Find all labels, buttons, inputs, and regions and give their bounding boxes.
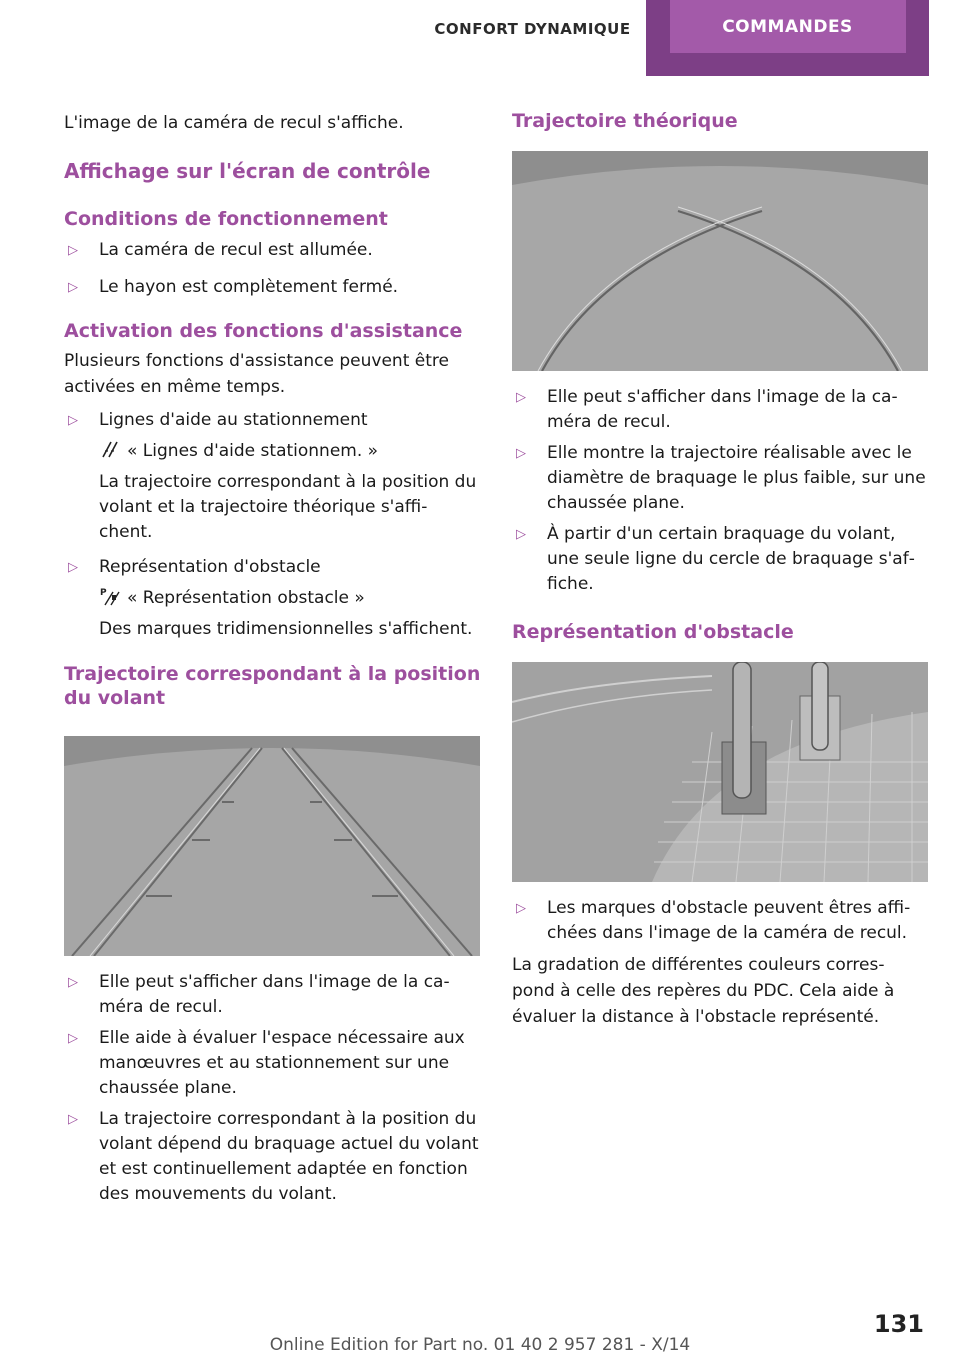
triangle-bullet-icon: ▷ <box>68 243 78 258</box>
list-item <box>64 275 484 300</box>
heading-theoretical: Trajectoire théorique <box>512 110 738 132</box>
svg-text:P: P <box>100 588 107 598</box>
footer-edition: Online Edition for Part no. 01 40 2 957 281 - X/14 <box>269 1335 691 1355</box>
function-description: La trajectoire correspondant à la position du volant et la trajectoire théorique s'affi‐ chent. <box>99 472 477 542</box>
heading-conditions: Conditions de fonctionnement <box>64 208 388 230</box>
list-item <box>512 522 932 597</box>
list-item-text: La caméra de recul est allumée. <box>99 240 373 260</box>
triangle-bullet-icon: ▷ <box>516 390 526 405</box>
activation-text: Plusieurs fonctions d'assistance peuvent être activées en même temps. <box>64 351 449 397</box>
parking-lines-icon <box>99 439 121 459</box>
figure-trajectory-steering <box>64 736 480 956</box>
triangle-bullet-icon: ▷ <box>68 560 78 575</box>
heading-obstacle: Représentation d'obstacle <box>512 621 794 643</box>
intro-text: L'image de la caméra de recul s'affiche. <box>64 113 404 133</box>
obstacle-text: La gradation de différentes couleurs corres‐ pond à celle des repères du PDC. Cela aide à évaluer la distance à l'obstacle représenté. <box>512 955 895 1027</box>
conditions-list <box>64 238 484 300</box>
triangle-bullet-icon: ▷ <box>68 1031 78 1046</box>
left-column <box>64 100 484 1213</box>
menu-entry-label: « Représentation obstacle » <box>127 588 365 608</box>
figure-obstacle-representation <box>512 662 928 882</box>
list-item-text: La trajectoire correspondant à la position du volant dépend du braquage actuel du volant et est continuellement adaptée en fonction des mouvements du volant. <box>99 1109 479 1204</box>
list-item <box>64 970 484 1020</box>
triangle-bullet-icon: ▷ <box>516 901 526 916</box>
function-title: Lignes d'aide au stationnement <box>99 410 368 430</box>
function-title: Représentation d'obstacle <box>99 557 321 577</box>
header-chapter-inner <box>670 0 906 53</box>
list-item-text: Elle aide à évaluer l'espace nécessaire aux manœuvres et au stationnement sur une chaussée plane. <box>99 1028 465 1098</box>
triangle-bullet-icon: ▷ <box>68 975 78 990</box>
obstacle-bullets <box>512 896 932 946</box>
trajectory-bullets <box>64 970 484 1207</box>
list-item-text: Les marques d'obstacle peuvent êtres affi‐ chées dans l'image de la caméra de recul. <box>547 898 911 943</box>
page-number: 131 <box>873 1310 924 1338</box>
list-item-text: Elle peut s'afficher dans l'image de la ca‐ méra de recul. <box>99 972 450 1017</box>
list-item <box>512 441 932 516</box>
triangle-bullet-icon: ▷ <box>68 280 78 295</box>
list-item <box>64 408 484 545</box>
right-column <box>512 108 932 1030</box>
function-description: Des marques tridimensionnelles s'affichent. <box>99 619 473 639</box>
list-item-text: À partir d'un certain braquage du volant, une seule ligne du cercle de braquage s'af‐ fiche. <box>547 524 915 594</box>
menu-entry <box>99 439 484 464</box>
list-item-text: Elle montre la trajectoire réalisable avec le diamètre de braquage le plus faible, sur une chaussée plane. <box>547 443 926 513</box>
header-chapter-tab <box>646 0 929 76</box>
list-item <box>512 896 932 946</box>
header-chapter-label: COMMANDES <box>722 16 853 37</box>
obstacle-marking-icon <box>99 586 121 606</box>
list-item-text: Elle peut s'afficher dans l'image de la ca‐ méra de recul. <box>547 387 898 432</box>
heading-trajectory: Trajectoire correspondant à la position du volant <box>64 663 481 709</box>
functions-list <box>64 408 484 642</box>
header-section-label: CONFORT DYNAMIQUE <box>434 20 631 38</box>
triangle-bullet-icon: ▷ <box>68 1112 78 1127</box>
figure-theoretical-trajectory <box>512 151 928 371</box>
list-item <box>64 1107 484 1207</box>
list-item <box>64 1026 484 1101</box>
header-section-tab <box>420 0 645 58</box>
heading-activation: Activation des fonctions d'assistance <box>64 320 463 342</box>
triangle-bullet-icon: ▷ <box>68 413 78 428</box>
heading-display: Affichage sur l'écran de contrôle <box>64 159 431 183</box>
theoretical-bullets <box>512 385 932 597</box>
list-item <box>64 555 484 642</box>
list-item <box>64 238 484 263</box>
menu-entry-label: « Lignes d'aide stationnem. » <box>127 441 379 461</box>
triangle-bullet-icon: ▷ <box>516 527 526 542</box>
list-item-text: Le hayon est complètement fermé. <box>99 277 399 297</box>
list-item <box>512 385 932 435</box>
triangle-bullet-icon: ▷ <box>516 446 526 461</box>
menu-entry <box>99 586 484 611</box>
